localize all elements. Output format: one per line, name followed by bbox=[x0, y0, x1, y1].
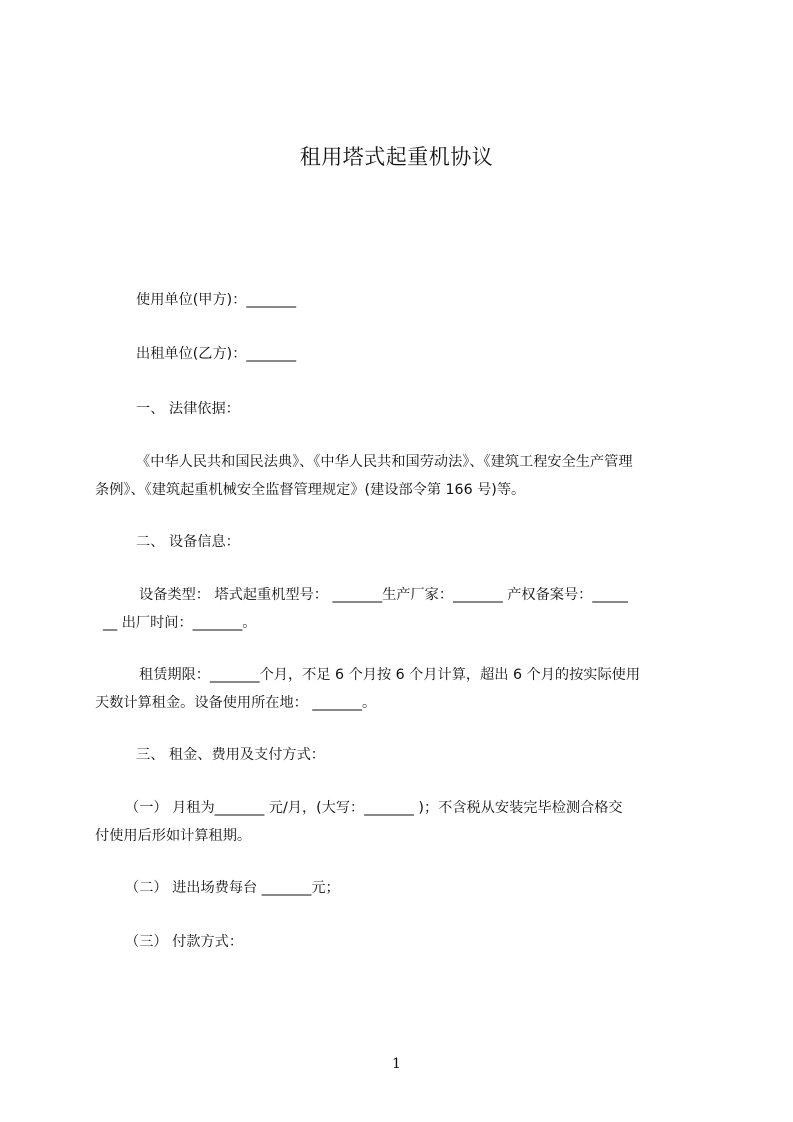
document-title: 租用塔式起重机协议 bbox=[299, 145, 494, 169]
equipment-info-line-1: 设备类型： 塔式起重机型号： _______生产厂家：_______ 产权备案号：_____ bbox=[139, 587, 628, 603]
entry-exit-fee-line: （二） 进出场费每台 _______元； bbox=[125, 880, 340, 896]
monthly-rent-line-1: （一） 月租为_______ 元/月，(大写：_______ )；不含税从安装完毕检测合格交 bbox=[125, 800, 623, 816]
monthly-rent-line-2: 付使用后形如计算租期。 bbox=[95, 828, 252, 844]
section-1-text-line-1: 《中华人民共和国民法典》、《中华人民共和国劳动法》、《建筑工程安全生产管理 bbox=[136, 454, 633, 470]
lease-term-line-2: 天数计算租金。设备使用所在地： _______。 bbox=[95, 695, 377, 711]
party-a-line: 使用单位(甲方)：_______ bbox=[136, 292, 297, 308]
party-b-line: 出租单位(乙方)：_______ bbox=[136, 346, 297, 362]
lease-term-line-1: 租赁期限：_______个月，不足 6 个月按 6 个月计算，超出 6 个月的按实际使用 bbox=[139, 667, 641, 683]
page-number: 1 bbox=[392, 1056, 401, 1072]
section-1-text-line-2: 条例》、《建筑起重机械安全监督管理规定》(建设部令第 166 号)等。 bbox=[95, 482, 526, 498]
section-3-heading: 三、 租金、费用及支付方式： bbox=[136, 747, 325, 763]
section-2-heading: 二、 设备信息： bbox=[136, 534, 240, 550]
section-1-heading: 一、 法律依据： bbox=[136, 401, 240, 417]
equipment-info-line-2: __ 出厂时间：_______。 bbox=[103, 615, 257, 631]
payment-method-line: （三） 付款方式： bbox=[125, 934, 244, 950]
